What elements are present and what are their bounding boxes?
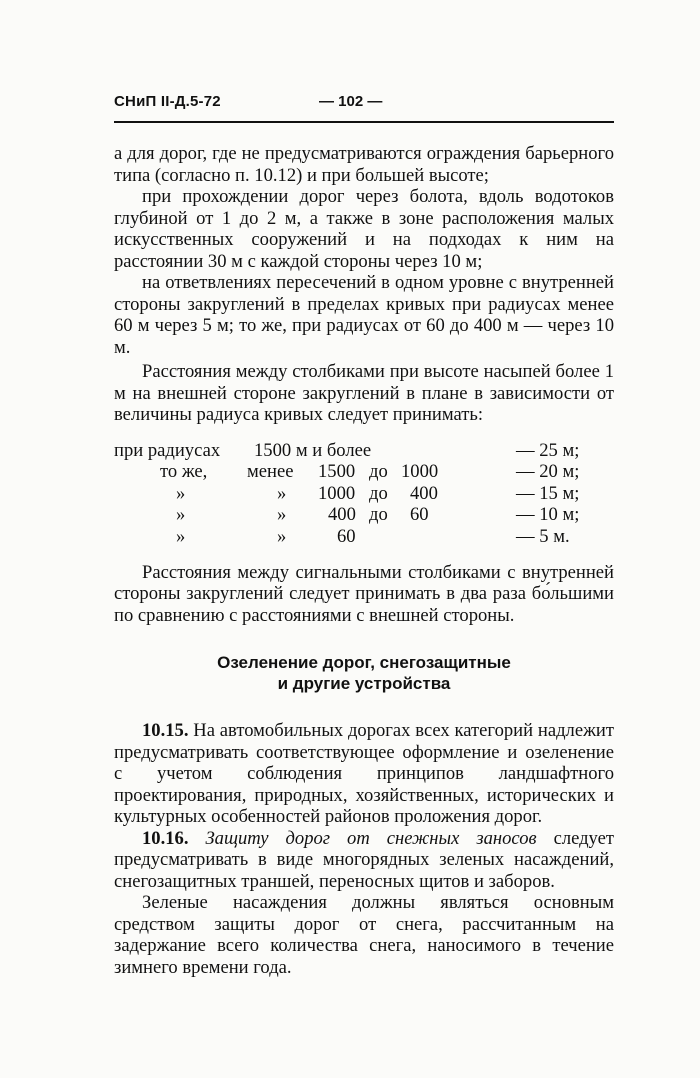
paragraph: Зеленые насаждения должны являться основным средством защиты дорог от снега, рассчитанным на задержание всего количества снега, наносимого в течение зимнего времени года. <box>114 892 614 978</box>
table-cell: 60 <box>410 504 429 525</box>
table-cell: » <box>277 482 287 504</box>
table-cell: — 20 м; <box>516 461 580 482</box>
page-header <box>114 93 614 119</box>
table-row <box>114 504 614 526</box>
table-row <box>114 483 614 505</box>
table-cell: — 15 м; <box>516 482 580 504</box>
table-cell: » <box>176 482 186 504</box>
clause-italic-text: Защиту дорог от снежных заносов <box>205 827 537 849</box>
paragraph: Расстояния между столбиками при высоте насыпей более 1 м на внешней стороне закруглений в плане в зависимости от величины радиуса кривых следует принимать: <box>114 361 614 425</box>
paragraph: Расстояния между сигнальными столбиками с внутренней стороны закруглений следует принимать в два раза бо́льшими по сравнению с расстояниями с внешней стороны. <box>114 561 614 626</box>
clause-text: На автомобильных дорогах всех категорий надлежит предусматривать соответствующее оформление и озеленение с учетом соблюдения принципов ландшафтного проектирования, природных, хозяйственных, исторических и культурных особенностей районов проложения дорог. <box>114 720 614 827</box>
table-row <box>114 440 614 462</box>
clause-number: 10.16. <box>142 827 189 849</box>
paragraph: при прохождении дорог через болота, вдоль водотоков глубиной от 1 до 2 м, а также в зоне расположения малых искусственных сооружений и на подходах к ним на расстоянии 30 м с каждой стороны через 10 м; <box>114 186 614 272</box>
table-cell: при радиусах <box>114 439 221 461</box>
table-cell: — 25 м; <box>516 439 580 461</box>
table-cell: 400 <box>328 504 356 525</box>
header-rule <box>114 121 614 123</box>
table-cell: — 10 м; <box>516 504 580 525</box>
radius-spacing-table <box>114 440 614 548</box>
table-cell: » <box>176 525 186 547</box>
table-cell: до <box>369 504 388 525</box>
page-body <box>114 143 614 978</box>
table-cell: » <box>176 504 186 525</box>
table-row <box>114 461 614 483</box>
table-cell: » <box>277 525 287 547</box>
table-cell: то же, <box>160 461 208 482</box>
clause-text: следует предусматривать в виде многорядных зеленых насаждений, снегозащитных траншей, переносных щитов и заборов. <box>114 827 614 892</box>
document-code: СНиП II-Д.5-72 <box>114 93 221 110</box>
table-row <box>114 526 614 548</box>
table-cell: 60 <box>337 525 356 547</box>
section-heading <box>114 652 614 694</box>
clause-10-15 <box>114 720 614 828</box>
clause-10-16 <box>114 828 614 893</box>
page-number: — 102 — <box>319 93 383 110</box>
section-heading-line: и другие устройства <box>277 674 451 693</box>
clause-number: 10.15. <box>142 720 189 741</box>
paragraph: а для дорог, где не предусматриваются ограждения барьерного типа (согласно п. 10.12) и при большей высоте; <box>114 143 614 186</box>
table-cell: 1000 <box>318 482 356 504</box>
table-cell: 400 <box>410 482 438 504</box>
table-cell: » <box>277 504 287 525</box>
table-cell: менее <box>247 461 294 482</box>
table-cell: 1000 <box>401 461 439 482</box>
table-cell: 1500 м и более <box>254 439 372 461</box>
section-heading-line: Озеленение дорог, снегозащитные <box>217 653 511 672</box>
table-cell: до <box>369 461 388 482</box>
table-cell: 1500 <box>318 461 356 482</box>
table-cell: до <box>369 482 388 504</box>
table-cell: — 5 м. <box>516 525 570 547</box>
paragraph: на ответвлениях пересечений в одном уровне с внутренней стороны закруглений в пределах кривых при радиусах менее 60 м через 5 м; то же, при радиусах от 60 до 400 м — через 10 м. <box>114 272 614 358</box>
